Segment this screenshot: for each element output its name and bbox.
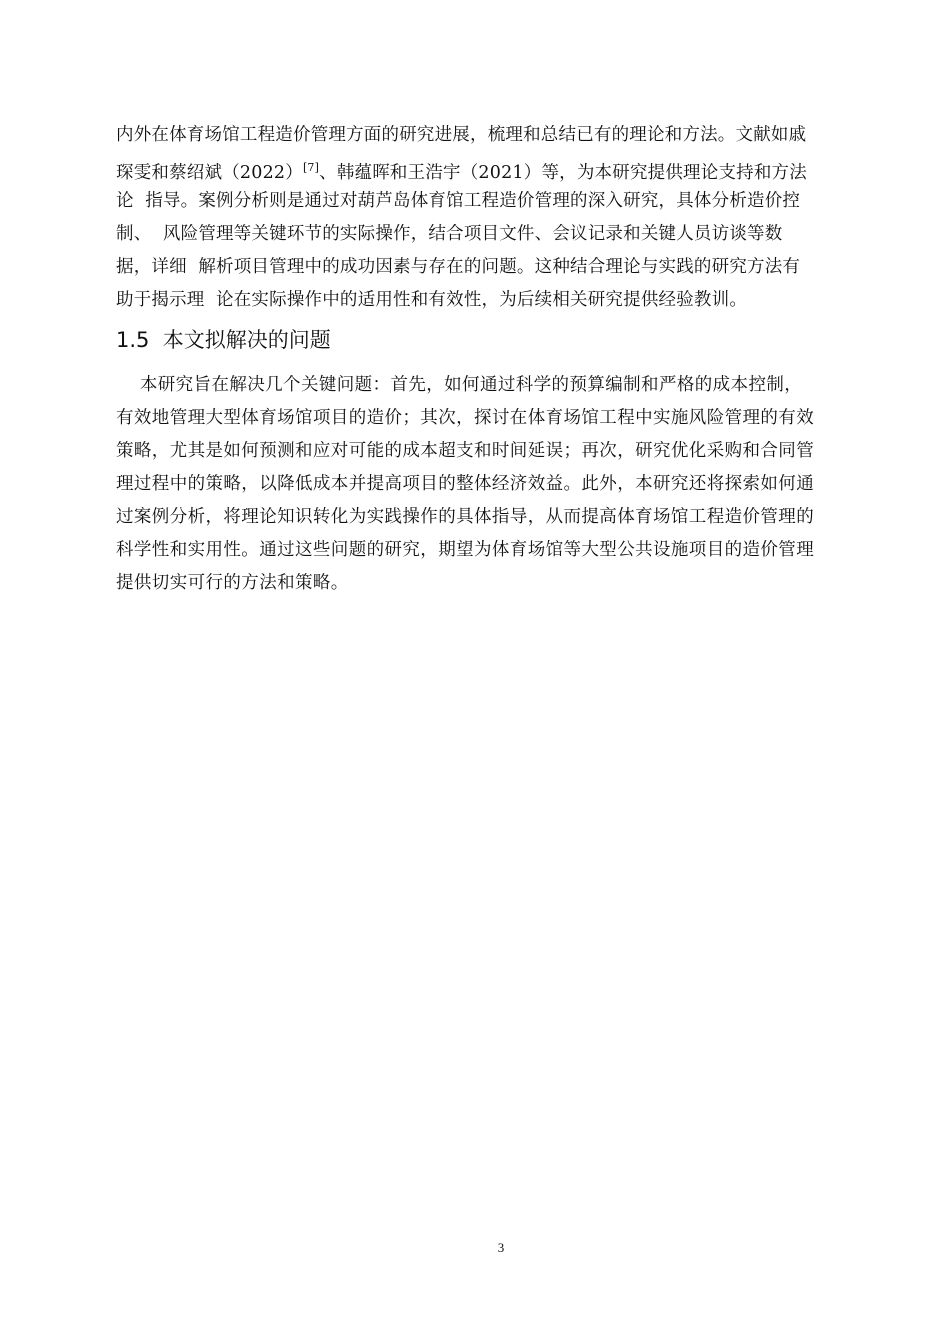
paragraph-line: 过案例分析，将理论知识转化为实践操作的具体指导，从而提高体育场馆工程造价管理的: [116, 507, 815, 527]
paragraph-line: 助于揭示理 论在实际操作中的适用性和有效性，为后续相关研究提供经验教训。: [116, 290, 748, 310]
paragraph-line: 据，详细 解析项目管理中的成功因素与存在的问题。这种结合理论与实践的研究方法有: [116, 257, 801, 277]
paragraph-text: 、韩蕴晖和王浩宇（2021）等，为本研究提供理论支持和方法: [319, 163, 807, 183]
paragraph-line: 有效地管理大型体育场馆项目的造价；其次，探讨在体育场馆工程中实施风险管理的有效: [116, 408, 815, 428]
paragraph-line: 理过程中的策略，以降低成本并提高项目的整体经济效益。此外，本研究还将探索如何通: [116, 474, 815, 494]
paragraph-text: 琛雯和蔡绍斌（2022）: [116, 163, 303, 183]
paragraph-line: 论 指导。案例分析则是通过对葫芦岛体育馆工程造价管理的深入研究，具体分析造价控: [116, 191, 801, 211]
paragraph-line: [116, 156, 807, 185]
paragraph-line: 本研究旨在解决几个关键问题：首先，如何通过科学的预算编制和严格的成本控制，: [116, 375, 803, 395]
paragraph-line: 策略，尤其是如何预测和应对可能的成本超支和时间延误；再次，研究优化采购和合同管: [116, 441, 815, 461]
paragraph-line: 提供切实可行的方法和策略。: [116, 573, 349, 593]
section-title: 本文拟解决的问题: [162, 328, 331, 352]
page-number: 3: [497, 1240, 505, 1255]
paragraph-line: 制、 风险管理等关键环节的实际操作，结合项目文件、会议记录和关键人员访谈等数: [116, 224, 783, 244]
paragraph-line: 内外在体育场馆工程造价管理方面的研究进展，梳理和总结已有的理论和方法。文献如戚: [116, 125, 807, 145]
section-heading: [116, 325, 331, 355]
citation-reference[interactable]: [7]: [302, 161, 320, 174]
section-number: 1.5: [116, 328, 150, 352]
paragraph-line: 科学性和实用性。通过这些问题的研究，期望为体育场馆等大型公共设施项目的造价管理: [116, 540, 815, 560]
